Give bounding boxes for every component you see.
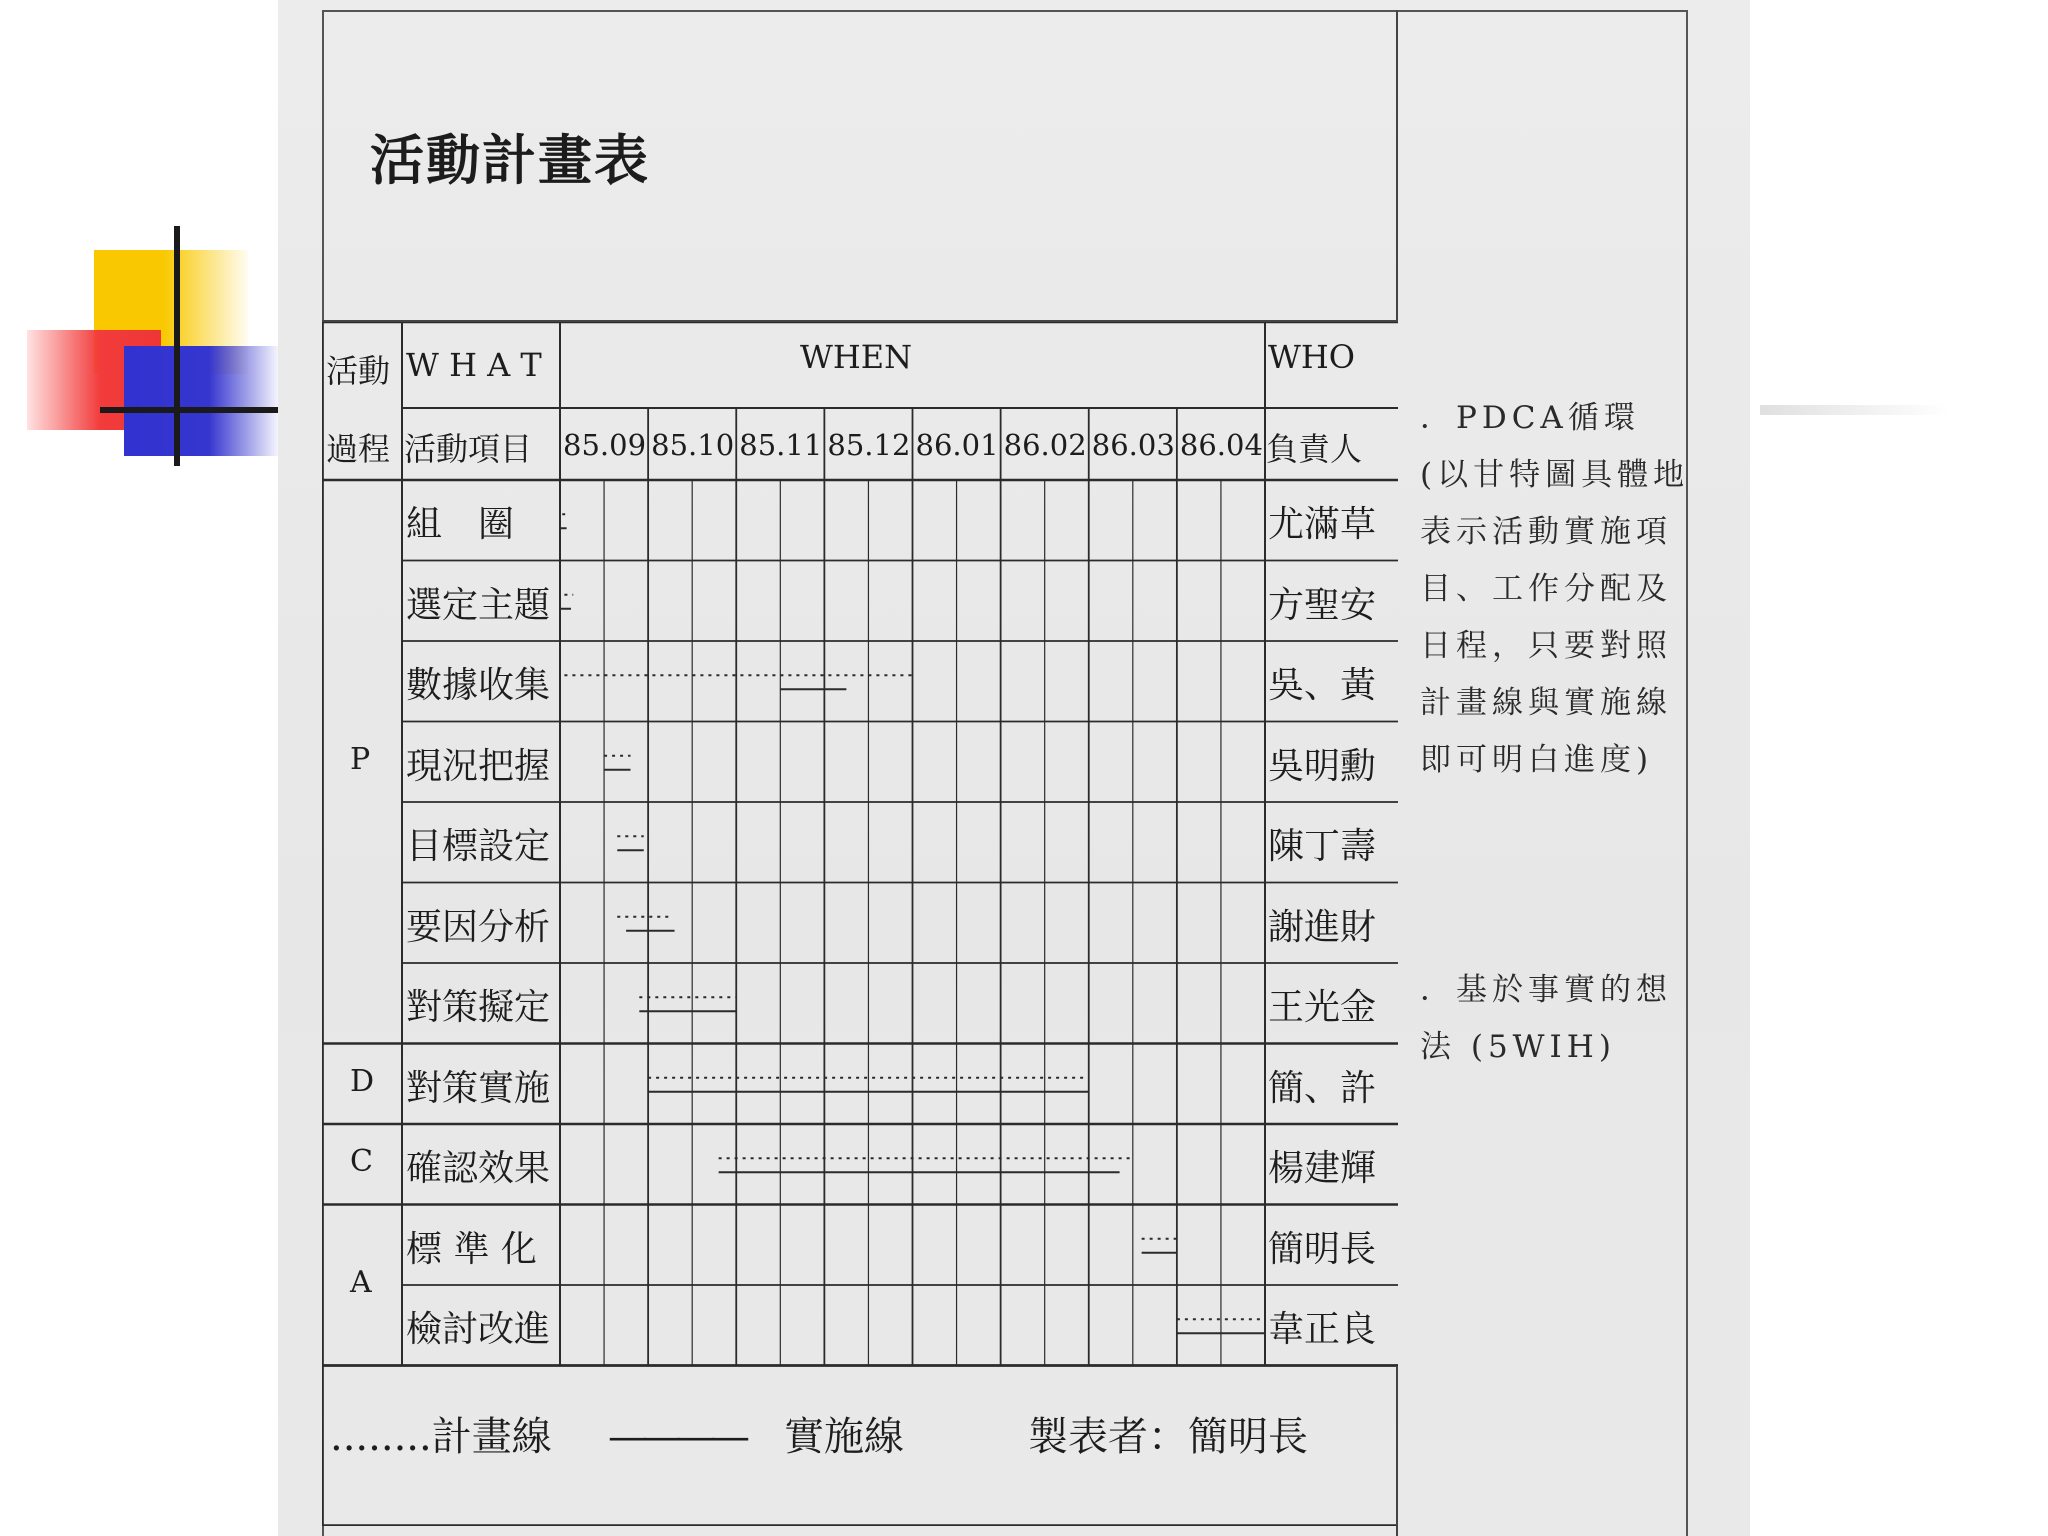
legend-author: 製表者：簡明長 — [1028, 1414, 1308, 1460]
owner-name: 陳丁壽 — [1268, 826, 1377, 868]
activity-item: 數據收集 — [406, 665, 551, 707]
decor-fade-line — [1760, 405, 1950, 415]
legend-plan-label: 計畫線 — [431, 1414, 552, 1460]
month-label: 85.12 — [827, 428, 911, 462]
legend-plan-marker: ........ — [330, 1414, 432, 1460]
legend-actual-marker: ———— — [608, 1414, 744, 1460]
header-process-bottom: 過程 — [326, 430, 391, 468]
activity-item: 確認效果 — [406, 1148, 551, 1190]
month-label: 85.09 — [563, 428, 647, 462]
owner-name: 楊建輝 — [1268, 1148, 1377, 1190]
owner-name: 簡、許 — [1268, 1067, 1377, 1109]
legend-plan — [330, 1405, 552, 1462]
activity-item: 要因分析 — [406, 906, 551, 948]
activity-item: 現況把握 — [406, 745, 551, 787]
owner-name: 簡明長 — [1268, 1228, 1377, 1270]
document-title: 活動計畫表 — [370, 129, 650, 192]
header-owner: 負責人 — [1266, 430, 1363, 468]
legend-actual — [608, 1405, 904, 1462]
owner-name: 方聖安 — [1268, 584, 1377, 626]
header-what: W H A T — [406, 346, 542, 384]
month-label: 86.02 — [1003, 428, 1087, 462]
month-label: 85.10 — [651, 428, 735, 462]
owner-name: 尤滿草 — [1268, 504, 1377, 546]
phase-label: A — [350, 1265, 372, 1300]
month-label: 86.01 — [915, 428, 999, 462]
activity-item: 對策實施 — [406, 1067, 551, 1109]
month-label: 86.03 — [1091, 428, 1175, 462]
activity-item: 目標設定 — [406, 826, 551, 868]
activity-item: 選定主題 — [406, 584, 551, 626]
legend-actual-label: 實施線 — [784, 1414, 904, 1460]
note-facts: ．基於事實的想法 (5WIH) — [1420, 972, 1672, 1065]
phase-label: C — [350, 1144, 373, 1180]
activity-item: 對策擬定 — [406, 987, 551, 1029]
phase-label: P — [350, 741, 371, 777]
note-pdca: ．PDCA循環(以甘特圖具體地表示活動實施項目、工作分配及日程，只要對照計畫線與實施線即可明白進度) — [1420, 400, 1690, 778]
right-border-line — [1396, 1366, 1398, 1536]
decor-blue-square — [124, 346, 278, 456]
activity-item: 組 圈 — [406, 504, 515, 546]
owner-name: 吳明勳 — [1268, 745, 1377, 787]
phase-label: D — [350, 1063, 375, 1099]
owner-name: 謝進財 — [1268, 906, 1377, 948]
owner-name: 韋正良 — [1268, 1309, 1377, 1351]
month-label: 85.11 — [739, 428, 823, 462]
decor-vertical-line — [174, 226, 180, 466]
owner-name: 吳、黃 — [1268, 665, 1377, 707]
header-who: WHO — [1268, 338, 1356, 376]
owner-name: 王光金 — [1268, 987, 1377, 1029]
header-when: WHEN — [800, 338, 913, 376]
month-label: 86.04 — [1179, 428, 1263, 462]
header-activity-item: 活動項目 — [404, 430, 533, 468]
header-process-top: 活動 — [326, 352, 391, 390]
activity-item: 檢討改進 — [406, 1309, 551, 1351]
activity-item: 標 準 化 — [406, 1228, 537, 1270]
decor-horizontal-line — [100, 407, 278, 413]
